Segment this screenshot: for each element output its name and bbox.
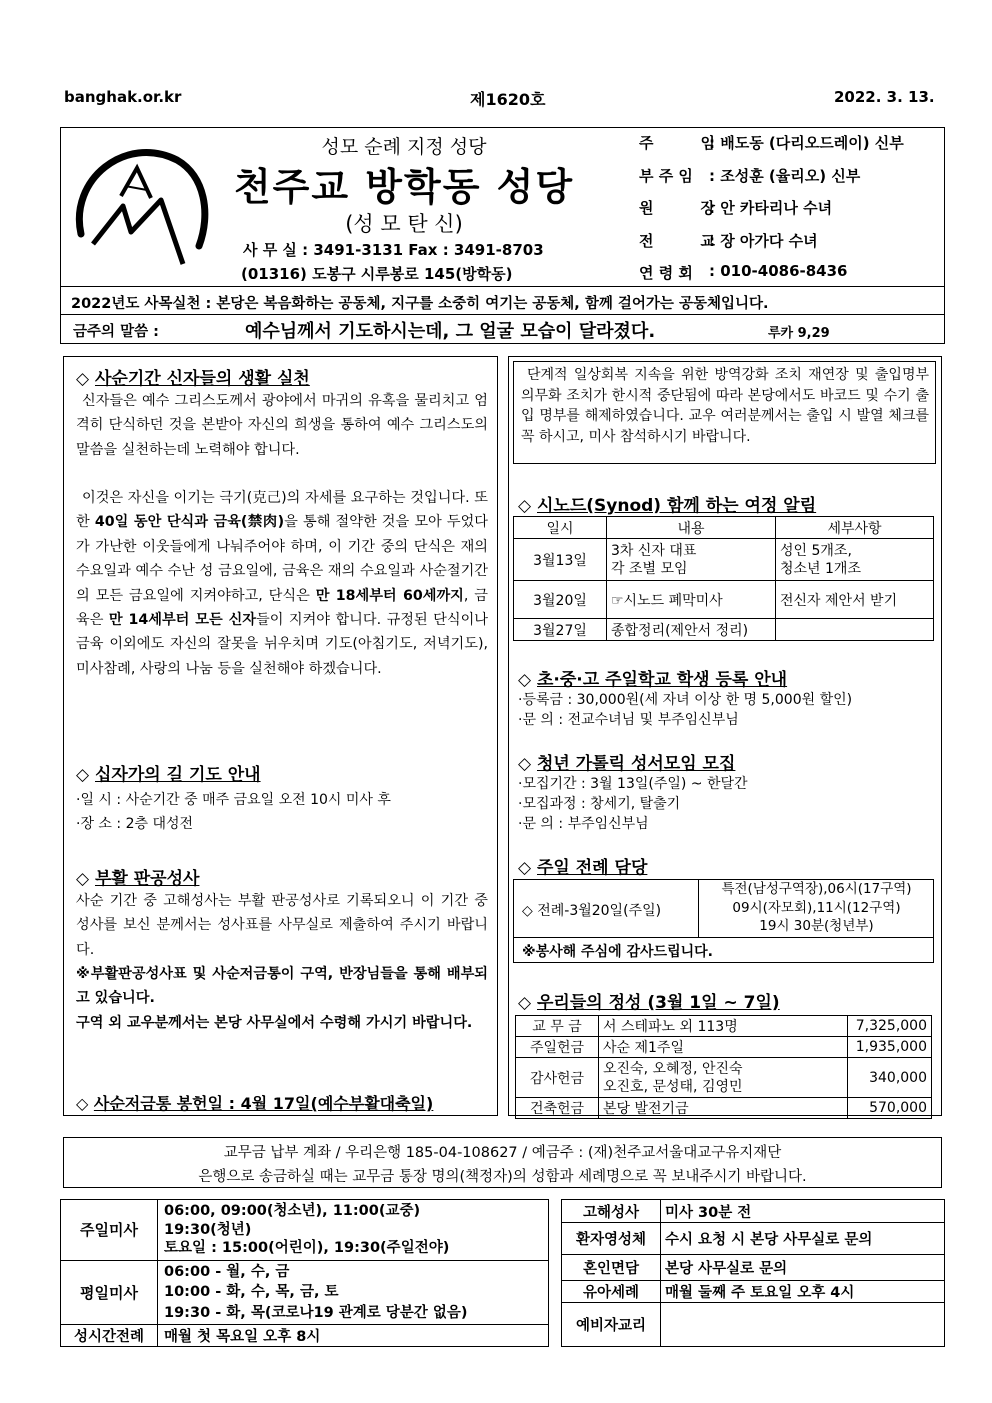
sunday-mass-line: 06:00, 09:00(청소년), 11:00(교중) <box>164 1203 421 1219</box>
staff-name: : 조성훈 (율리오) 신부 <box>709 166 861 185</box>
synod-content-line: 3차 신자 대표 <box>611 542 697 559</box>
synod-date: 3월27일 <box>514 619 607 641</box>
synod-date: 3월20일 <box>514 581 607 619</box>
schedule-gap <box>549 1255 562 1325</box>
offering-who: 서 스테파노 외 113명 <box>599 1016 848 1037</box>
offering-who: 본당 발전기금 <box>599 1098 848 1119</box>
table-header: 일시 <box>514 517 607 539</box>
sunday-school-heading: ◇ 초·중·고 주일학교 학생 등록 안내 <box>518 670 788 690</box>
sunday-mass-label: 주일미사 <box>61 1200 158 1261</box>
masthead-subtitle: 성모 순례 지정 성당 <box>321 136 487 158</box>
table-row <box>514 619 934 641</box>
lent-life-title: 사순기간 신자들의 생활 실천 <box>95 369 310 389</box>
weekly-word-label: 금주의 말씀 : <box>73 324 159 340</box>
sunday-mass-line: 토요일 : 15:00(어린이), 19:30(주일전야) <box>164 1240 450 1256</box>
weekly-word-text: 예수님께서 기도하시는데, 그 얼굴 모습이 달라졌다. <box>245 321 656 342</box>
offering-kind: 교 무 금 <box>516 1016 599 1037</box>
offering-kind: 감사헌금 <box>516 1058 599 1098</box>
synod-title: 시노드(Synod) 함께 하는 여정 알림 <box>537 496 817 516</box>
p2-bold: 40일 동안 단식과 금육(禁肉) <box>94 514 285 531</box>
offering-kind: 건축헌금 <box>516 1098 599 1119</box>
liturgy-box <box>513 879 934 963</box>
staff-name: : 010-4086-8436 <box>709 262 848 280</box>
p2-text: 이것은 자신을 이기는 극기(克己)의 자세를 요구하는 것입니다. 또한 <box>76 490 488 531</box>
weekday-mass-label: 평일미사 <box>61 1260 158 1325</box>
offering-who: 사순 제1주일 <box>599 1037 848 1058</box>
notice-text: 단계적 일상회복 지속을 위한 방역강화 조치 재연장 및 출입명부 의무화 조치가 한시적 중단됨에 따라 본당에서도 바코드 및 수기 출입 명부를 해제하였습니다. 교우 여러분께서는 출입 시 발열 체크를 꼭 하시고, 미사 참석하시기 바랍니다. <box>521 367 929 445</box>
issue-number: 제1620호 <box>470 90 546 109</box>
schedule-gap <box>549 1325 562 1347</box>
table-row <box>514 581 934 619</box>
holy-hour-label: 성시간전례 <box>61 1325 158 1347</box>
staff-name: : 안 카타리나 수녀 <box>709 199 833 217</box>
synod-detail-line: 청소년 1개조 <box>780 560 861 577</box>
synod-detail <box>776 619 934 641</box>
confession-p3: 구역 외 교우분께서는 본당 사무실에서 수령해 가시기 바랍니다. <box>76 1015 473 1031</box>
bank-note: 은행으로 송금하실 때는 교무금 통장 명의(책정자)의 성함과 세례명으로 꼭 보내주시기 바랍니다. <box>198 1169 807 1185</box>
offering-amount: 340,000 <box>848 1058 932 1098</box>
schedule-table <box>60 1199 945 1347</box>
sick-communion-info: 수시 요청 시 본당 사무실로 문의 <box>661 1223 945 1255</box>
sick-communion-label: 환자영성체 <box>562 1223 661 1255</box>
lent-life-heading: ◇ 사순기간 신자들의 생활 실천 <box>76 369 310 389</box>
church-logo-icon <box>65 140 211 278</box>
staff-name: : 배도동 (다리오드레이) 신부 <box>709 134 904 152</box>
synod-content <box>607 539 776 581</box>
site-url[interactable]: banghak.or.kr <box>64 88 182 106</box>
weekday-mass-line: 06:00 - 월, 수, 금 <box>164 1263 290 1280</box>
liturgy-heading: ◇ 주일 전례 담당 <box>518 858 648 878</box>
youth-course: ·모집과정 : 창세기, 탈출기 <box>518 796 681 812</box>
staff-name: : 장 아가다 수녀 <box>709 231 818 250</box>
table-row <box>514 539 934 581</box>
confession-label: 고해성사 <box>562 1200 661 1223</box>
staff-role: 부 주 임 <box>639 166 693 185</box>
p2-text: 들이 지켜야 합니다. 규정된 단식이나 금육 이외에도 자신의 잘못을 뉘우치며 기도(아침기도, 저녁기도), 미사참례, 사랑의 나눔 등을 실천해야 하겠습니다. <box>76 612 488 677</box>
staff-role: 전 교 <box>639 231 715 250</box>
offerings-title: 우리들의 정성 (3월 1일 ~ 7일) <box>537 993 780 1013</box>
infant-baptism-info: 매월 둘째 주 토요일 오후 4시 <box>661 1280 945 1302</box>
confession-p2: ※부활판공성사표 및 사순저금통이 구역, 반장님들을 통해 배부되고 있습니다. <box>76 966 488 1007</box>
savings-heading: ◇ 사순저금통 봉헌일 : 4월 17일(예수부활대축일) <box>76 1094 434 1113</box>
offering-kind: 주일헌금 <box>516 1037 599 1058</box>
table-row <box>516 1037 932 1058</box>
marriage-info: 본당 사무실로 문의 <box>661 1255 945 1281</box>
staff-role: 원 장 <box>639 199 715 217</box>
synod-detail: 전신자 제안서 받기 <box>776 581 934 619</box>
staff-list <box>639 132 904 295</box>
synod-content: ☞시노드 폐막미사 <box>607 581 776 619</box>
confession-time: 미사 30분 전 <box>661 1200 945 1223</box>
weekday-mass-line: 10:00 - 화, 수, 목, 금, 토 <box>164 1284 339 1300</box>
holy-hour-info: 매월 첫 목요일 오후 8시 <box>158 1325 549 1347</box>
office-phone: 사 무 실 : 3491-3131 Fax : 3491-8703 <box>243 241 544 259</box>
sunday-mass-line: 19:30(청년) <box>164 1221 252 1238</box>
lent-life-p1: 신자들은 예수 그리스도께서 광야에서 마귀의 유혹을 물리치고 엄격히 단식하던 것을 본받아 자신의 희생을 통하여 예수 그리스도의 말씀을 실천하는데 노력해야 합니다. <box>76 393 488 458</box>
table-header: 세부사항 <box>776 517 934 539</box>
offering-amount: 1,935,000 <box>848 1037 932 1058</box>
stations-place: ·장 소 : 2층 대성전 <box>76 816 194 832</box>
synod-detail-line: 성인 5개조, <box>780 542 852 559</box>
liturgy-divider <box>698 880 699 938</box>
feast-name: (성 모 탄 신) <box>345 212 463 236</box>
confession-heading: ◇ 부활 판공성사 <box>76 869 200 889</box>
synod-date: 3월13일 <box>514 539 607 581</box>
bank-account: 교무금 납부 계좌 / 우리은행 185-04-108627 / 예금주 : (재)천주교서울대교구유지재단 <box>223 1145 782 1161</box>
sunday-school-title: 초·중·고 주일학교 학생 등록 안내 <box>537 670 788 690</box>
weekly-word-bar <box>60 314 945 344</box>
youth-contact: ·문 의 : 부주임신부님 <box>518 816 649 832</box>
liturgy-line: 특전(남성구역장),06시(17구역) <box>721 881 912 897</box>
sunday-school-contact: ·문 의 : 전교수녀님 및 부주임신부님 <box>518 712 739 728</box>
staff-role: 주 임 <box>639 134 715 152</box>
weekly-word-ref: 루카 9,29 <box>768 326 830 341</box>
savings-title: 사순저금통 봉헌일 : 4월 17일(예수부활대축일) <box>93 1094 434 1113</box>
table-row <box>61 1200 945 1223</box>
catechism-info <box>661 1302 945 1347</box>
notice-box <box>513 361 936 464</box>
weekday-mass-line: 19:30 - 화, 목(코로나19 관계로 당분간 없음) <box>164 1304 468 1321</box>
offerings-table <box>515 1015 932 1119</box>
stations-time: ·일 시 : 사순기간 중 매주 금요일 오전 10시 미사 후 <box>76 792 391 808</box>
offering-who <box>599 1058 848 1098</box>
stations-title: 십자가의 길 기도 안내 <box>95 765 261 785</box>
issue-date: 2022. 3. 13. <box>834 88 935 106</box>
p2-bold: 만 14세부터 모든 신자 <box>108 612 256 629</box>
infant-baptism-label: 유아세례 <box>562 1280 661 1302</box>
bank-box <box>63 1137 942 1188</box>
liturgy-line: 09시(자모회),11시(12구역) <box>732 899 901 916</box>
offering-who-line: 오진숙, 오혜정, 안진숙 <box>603 1060 743 1077</box>
staff-row <box>639 165 904 198</box>
p2-bold: 만 18세부터 60세까지 <box>315 587 464 604</box>
liturgy-title: 주일 전례 담당 <box>537 858 648 878</box>
staff-role: 연 령 회 <box>639 264 693 282</box>
confession-p1: 사순 기간 중 고해성사는 부활 판공성사로 기록되오니 이 기간 중 성사를 보신 분께서는 성사표를 사무실로 제출하여 주시기 바랍니다. <box>76 893 488 958</box>
offerings-heading: ◇ 우리들의 정성 (3월 1일 ~ 7일) <box>518 993 780 1013</box>
table-row <box>516 1098 932 1119</box>
staff-row <box>639 230 904 263</box>
liturgy-divider <box>514 937 933 938</box>
staff-row <box>639 132 904 165</box>
liturgy-line: 19시 30분(청년부) <box>759 918 874 934</box>
confession-title: 부활 판공성사 <box>95 869 200 889</box>
offering-who-line: 오진호, 문성태, 김영민 <box>603 1078 743 1095</box>
youth-period: ·모집기간 : 3월 13일(주일) ~ 한달간 <box>518 776 748 792</box>
church-name: 천주교 방학동 성당 <box>233 165 575 209</box>
offering-amount: 570,000 <box>848 1098 932 1119</box>
table-header: 내용 <box>607 517 776 539</box>
masthead <box>60 127 945 287</box>
pastoral-goal: 2022년도 사목실천 : 본당은 복음화하는 공동체, 지구를 소중히 여기는 공동체, 함께 걸어가는 공동체입니다. <box>71 296 769 312</box>
pastoral-goal-bar <box>60 286 945 315</box>
weekday-mass-times <box>158 1260 549 1325</box>
lent-life-p2 <box>76 486 488 681</box>
staff-row <box>639 197 904 230</box>
schedule-gap <box>549 1200 562 1255</box>
synod-content-line: 각 조별 모임 <box>611 560 688 577</box>
liturgy-label: ◇ 전례-3월20일(주일) <box>522 903 662 919</box>
p2-text: 을 통해 절약한 것을 모아 두었다가 가난한 이웃들에게 나눠주어야 하며, 이 기간 중의 단식은 재의 수요일과 예수 수난 성 금요일에, 금육은 재의 수요일과 사순절기간의 모든 금요일에 지켜야하고, 단식은 <box>76 514 489 604</box>
sunday-mass-times <box>158 1200 549 1261</box>
synod-detail <box>776 539 934 581</box>
table-row <box>516 1016 932 1037</box>
catechism-label: 예비자교리 <box>562 1302 661 1347</box>
liturgy-assignments <box>700 880 933 936</box>
youth-heading: ◇ 청년 가톨릭 성서모임 모집 <box>518 754 736 774</box>
synod-table <box>513 516 934 641</box>
offering-amount: 7,325,000 <box>848 1016 932 1037</box>
sunday-school-fee: ·등록금 : 30,000원(세 자녀 이상 한 명 5,000원 할인) <box>518 692 853 708</box>
table-row <box>516 1058 932 1098</box>
p2-text: , 금육은 <box>76 587 488 629</box>
synod-heading: ◇ 시노드(Synod) 함께 하는 여정 알림 <box>518 496 817 516</box>
synod-content: 종합정리(제안서 정리) <box>607 619 776 641</box>
liturgy-thanks: ※봉사해 주심에 감사드립니다. <box>522 944 713 960</box>
youth-title: 청년 가톨릭 성서모임 모집 <box>537 754 736 774</box>
marriage-label: 혼인면담 <box>562 1255 661 1281</box>
stations-heading: ◇ 십자가의 길 기도 안내 <box>76 765 261 785</box>
office-address: (01316) 도봉구 시루봉로 145(방학동) <box>241 265 513 283</box>
table-row <box>514 517 934 539</box>
